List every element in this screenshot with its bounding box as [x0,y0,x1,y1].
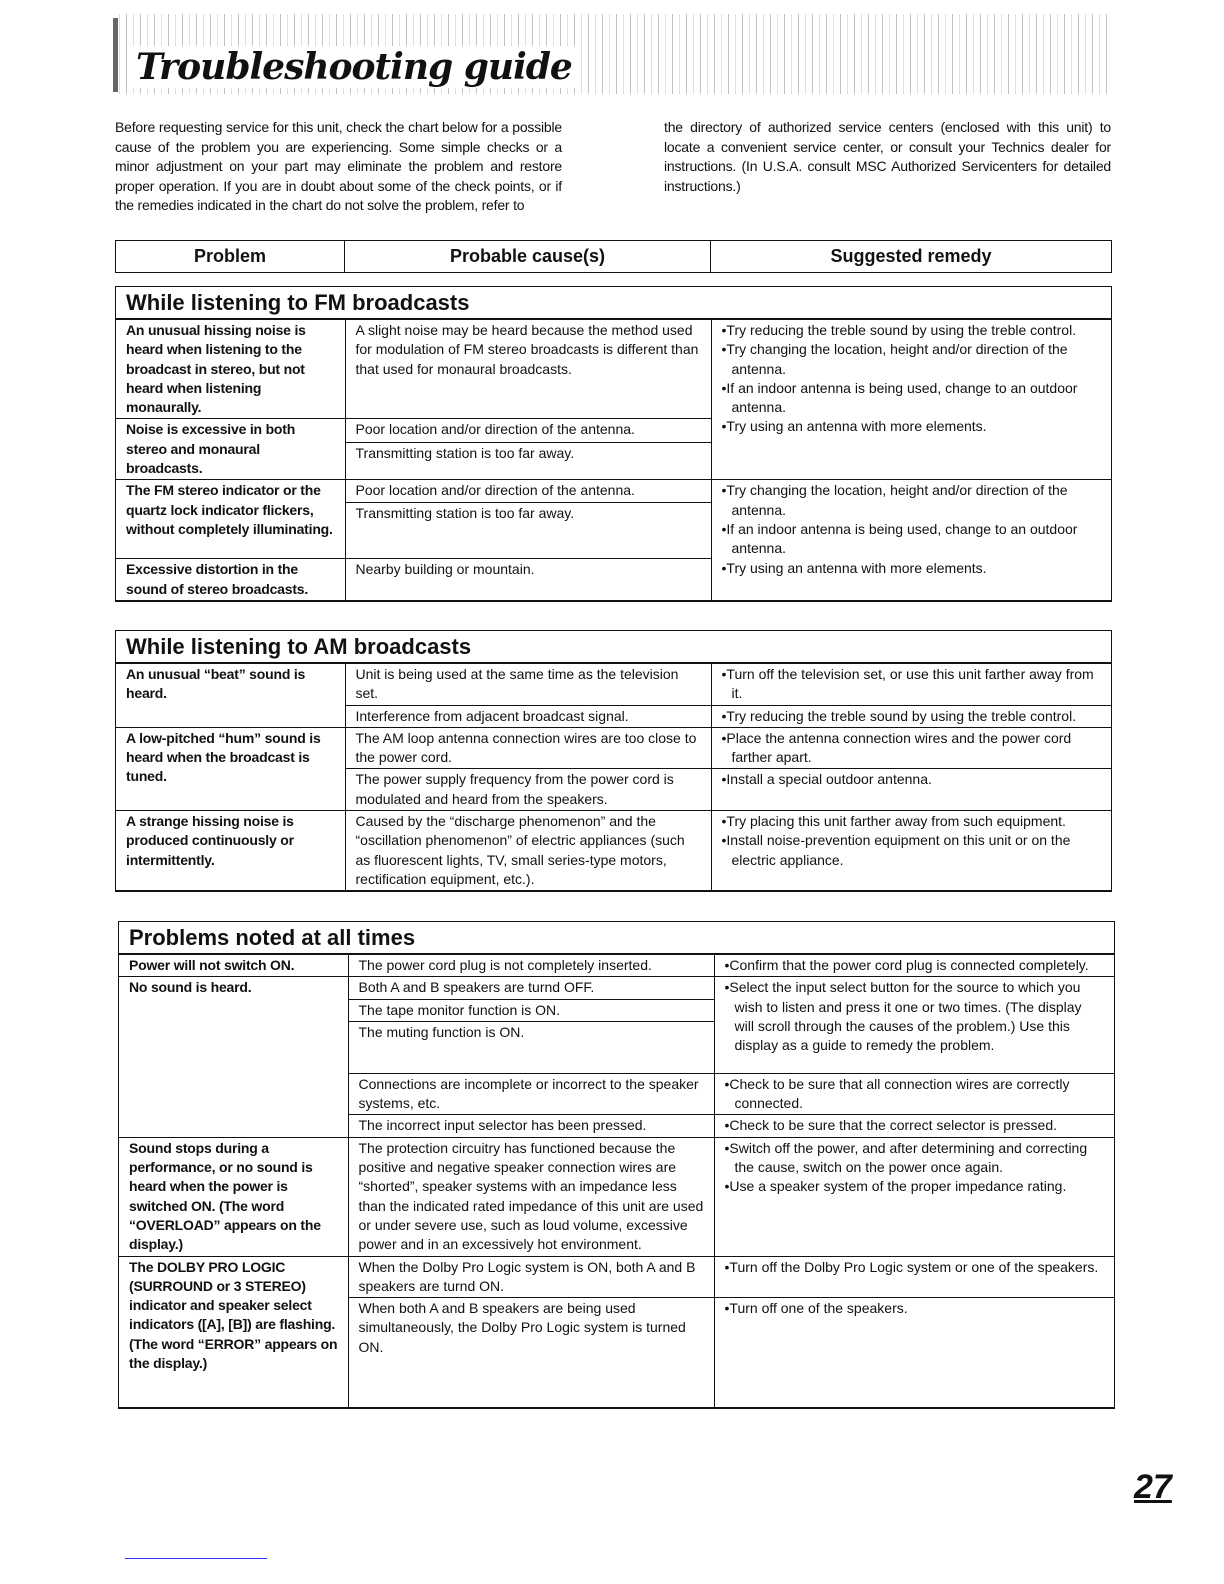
remedy [711,664,1111,706]
cause: Caused by the “discharge phenomenon” and the “oscillation phenomenon” of electric appliances (such as fluorescent lights, TV, small series-type motors, rectification equipment, etc.). [345,811,711,891]
remedy [714,1256,1114,1298]
remedy-item: • Install noise-prevention equipment on this unit or on the electric appliance. [722,831,1102,870]
remedy-item: • Place the antenna connection wires and the power cord farther apart. [722,729,1102,768]
section-title: While listening to FM broadcasts [116,287,1111,319]
remedy [714,1115,1114,1137]
remedy [714,1137,1114,1256]
header-remedy: Suggested remedy [830,246,992,266]
remedy [711,480,1111,601]
cause: The muting function is ON. [348,1021,714,1073]
remedy-item: • Switch off the power, and after determining and correcting the cause, switch on the power once again. [725,1139,1105,1178]
footer-line [125,1558,267,1559]
remedy-item: • Confirm that the power cord plug is connected completely. [725,956,1105,975]
remedy [714,977,1114,1074]
cause: A slight noise may be heard because the method used for modulation of FM stereo broadcasts is different than that used for monaural broadcasts. [345,320,711,419]
page-title: Troubleshooting guide [132,46,576,88]
remedy-item: • Try reducing the treble sound by using the treble control. [722,707,1102,726]
column-headers [115,240,1112,273]
remedy-item: • Check to be sure that the correct selector is pressed. [725,1116,1105,1135]
table-row [116,480,1111,503]
problem: A strange hissing noise is produced continuously or intermittently. [116,811,345,891]
section-title: Problems noted at all times [119,922,1114,954]
all-times-table [119,954,1114,1408]
remedy [711,320,1111,480]
cause: The AM loop antenna connection wires are too close to the power cord. [345,727,711,769]
remedy-item: • Check to be sure that all connection wires are correctly connected. [725,1075,1105,1114]
remedy [714,1073,1114,1115]
table-row [116,664,1111,706]
cause: Transmitting station is too far away. [345,503,711,559]
cause: The incorrect input selector has been pressed. [348,1115,714,1137]
cause: When both A and B speakers are being used simultaneously, the Dolby Pro Logic system is turned ON. [348,1298,714,1408]
remedy-item: • If an indoor antenna is being used, change to an outdoor antenna. [722,520,1102,559]
table-row [119,955,1114,977]
remedy [714,1298,1114,1408]
intro-right: the directory of authorized service centers (enclosed with this unit) to locate a convenient service center, or consult your Technics dealer for instructions. (In U.S.A. consult MSC Authorized Servicenters for detailed instructions.) [664,119,1111,194]
problem: Excessive distortion in the sound of stereo broadcasts. [116,559,345,601]
cause: Nearby building or mountain. [345,559,711,601]
remedy-item: • Try placing this unit farther away from such equipment. [722,812,1102,831]
cause: Transmitting station is too far away. [345,442,711,480]
remedy [711,769,1111,811]
cause: The power supply frequency from the power cord is modulated and heard from the speakers. [345,769,711,811]
remedy-item: • If an indoor antenna is being used, change to an outdoor antenna. [722,379,1102,418]
section-am [115,630,1112,892]
remedy-item: • Try changing the location, height and/or direction of the antenna. [722,481,1102,520]
remedy [714,955,1114,977]
am-table [116,663,1111,891]
problem: The FM stereo indicator or the quartz lock indicator flickers, without completely illuminating. [116,480,345,559]
cause: Unit is being used at the same time as the television set. [345,664,711,706]
table-row [119,1137,1114,1256]
remedy [711,727,1111,769]
header-problem: Problem [116,241,345,272]
remedy [711,705,1111,727]
fm-table [116,319,1111,601]
remedy-item: • Try changing the location, height and/or direction of the antenna. [722,340,1102,379]
remedy-item: • Turn off one of the speakers. [725,1299,1105,1318]
cause: Interference from adjacent broadcast signal. [345,705,711,727]
table-row [116,727,1111,769]
remedy-item: • Select the input select button for the source to which you wish to listen and press it one or two times. (The display will scroll through the causes of the problem.) Use this display as a guide to remedy the problem. [725,978,1105,1055]
table-row [119,1256,1114,1298]
table-row [116,811,1111,891]
remedy [711,811,1111,891]
remedy-item: • Turn off the television set, or use this unit farther away from it. [722,665,1102,704]
cause: The tape monitor function is ON. [348,999,714,1021]
remedy-item: • Turn off the Dolby Pro Logic system or one of the speakers. [725,1258,1105,1277]
header-cause: Probable cause(s) [345,241,711,272]
cause: The protection circuitry has functioned because the positive and negative speaker connection wires are “shorted”, speaker systems with an impedance less than the indicated rated impedance of this unit are used or under severe use, such as loud volume, excessive power and in an excessively hot environment. [348,1137,714,1256]
cause: Both A and B speakers are turnd OFF. [348,977,714,999]
problem: No sound is heard. [119,977,348,1137]
problem: Power will not switch ON. [119,955,348,977]
page-number: 27 [1134,1468,1172,1506]
cause: Poor location and/or direction of the antenna. [345,480,711,503]
remedy-item: • Try reducing the treble sound by using the treble control. [722,321,1102,340]
problem: An unusual hissing noise is heard when listening to the broadcast in stereo, but not heard when listening monaurally. [116,320,345,419]
header-bar [113,18,118,92]
remedy-item: • Try using an antenna with more elements. [722,559,1102,578]
table-row [116,320,1111,419]
table-row [119,977,1114,999]
remedy-item: • Install a special outdoor antenna. [722,770,1102,789]
cause: The power cord plug is not completely inserted. [348,955,714,977]
intro-left: Before requesting service for this unit, check the chart below for a possible cause of the problem you are experiencing. Some simple checks or a minor adjustment on your part may eliminate the problem and restore proper operation. If you are in doubt about some of the check points, or if the remedies indicated in the chart do not solve the problem, refer to [115,119,562,213]
cause: Poor location and/or direction of the antenna. [345,419,711,442]
section-fm [115,286,1112,602]
problem: Noise is excessive in both stereo and monaural broadcasts. [116,419,345,480]
cause: Connections are incomplete or incorrect to the speaker systems, etc. [348,1073,714,1115]
section-all-times [118,921,1115,1409]
section-title: While listening to AM broadcasts [116,631,1111,663]
remedy-item: • Use a speaker system of the proper impedance rating. [725,1177,1105,1196]
problem: Sound stops during a performance, or no sound is heard when the power is switched ON. (The word “OVERLOAD” appears on the display.) [119,1137,348,1256]
cause: When the Dolby Pro Logic system is ON, both A and B speakers are turnd ON. [348,1256,714,1298]
problem: A low-pitched “hum” sound is heard when the broadcast is tuned. [116,727,345,810]
problem: The DOLBY PRO LOGIC (SURROUND or 3 STEREO) indicator and speaker select indicators ([A], [B]) are flashing. (The word “ERROR” appears on the display.) [119,1256,348,1408]
remedy-item: • Try using an antenna with more elements. [722,417,1102,436]
problem: An unusual “beat” sound is heard. [116,664,345,728]
